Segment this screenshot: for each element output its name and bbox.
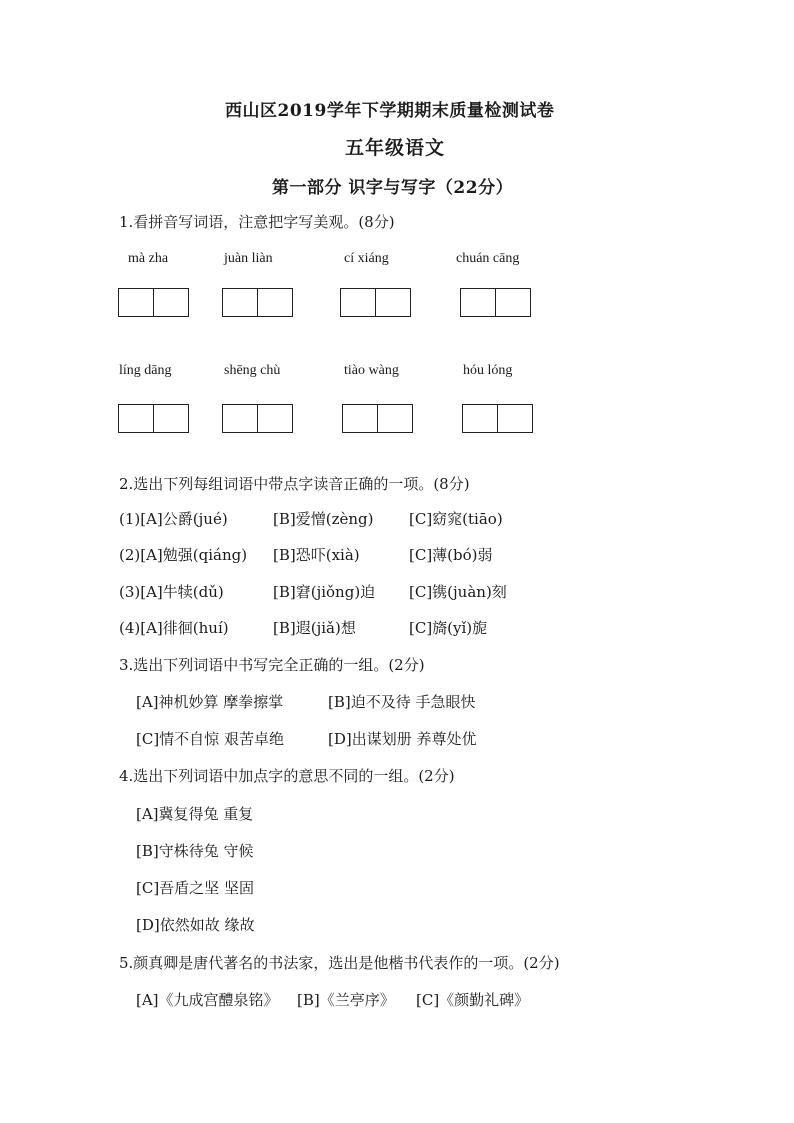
char-cell[interactable] (375, 289, 410, 316)
q4-option: [A]冀复得兔 重复 (136, 805, 254, 823)
char-cell[interactable] (377, 405, 412, 432)
char-cell[interactable] (495, 289, 530, 316)
char-cell[interactable] (257, 405, 292, 432)
q1-prompt: 1.看拼音写词语，注意把字写美观。(8分) (119, 213, 395, 231)
q3-option: [D]出谋划册 养尊处优 (328, 730, 477, 748)
char-cell[interactable] (153, 405, 188, 432)
answer-box-5[interactable] (118, 404, 189, 433)
q2-option: [B]遐(jiǎ)想 (273, 619, 356, 637)
section-title: 第一部分 识字与写字（22分） (272, 178, 514, 198)
q2-option: [B]爱憎(zèng) (273, 510, 374, 528)
char-cell[interactable] (119, 289, 153, 316)
exam-title: 西山区2019学年下学期期末质量检测试卷 (225, 101, 555, 121)
q2-prompt: 2.选出下列每组词语中带点字读音正确的一项。(8分) (119, 475, 470, 493)
q2-option: (4)[A]徘徊(huí) (119, 619, 229, 637)
pinyin-2: juàn liàn (224, 251, 273, 266)
q3-option: [C]情不自惊 艰苦卓绝 (136, 730, 284, 748)
char-cell[interactable] (119, 405, 153, 432)
char-cell[interactable] (341, 289, 375, 316)
answer-box-3[interactable] (340, 288, 411, 317)
answer-box-2[interactable] (222, 288, 293, 317)
pinyin-1: mà zha (128, 251, 169, 266)
q2-option: [C]薄(bó)弱 (409, 546, 493, 564)
q4-option: [D]依然如故 缘故 (136, 916, 255, 934)
q4-option: [C]吾盾之坚 坚固 (136, 879, 254, 897)
char-cell[interactable] (461, 289, 495, 316)
q2-option: [B]窘(jiǒng)迫 (273, 583, 376, 601)
answer-box-4[interactable] (460, 288, 531, 317)
q5-option: [C]《颜勤礼碑》 (416, 991, 530, 1009)
q5-option: [A]《九成宫醴泉铭》 (136, 991, 279, 1009)
pinyin-5: líng dāng (119, 363, 172, 378)
q4-option: [B]守株待兔 守候 (136, 842, 254, 860)
pinyin-6: shēng chù (224, 363, 281, 378)
pinyin-7: tiào wàng (344, 363, 399, 378)
answer-box-7[interactable] (342, 404, 413, 433)
q2-option: (2)[A]勉强(qiáng) (119, 546, 248, 564)
q3-option: [A]神机妙算 摩拳擦掌 (136, 693, 284, 711)
answer-box-1[interactable] (118, 288, 189, 317)
q2-option: [C]旖(yǐ)旎 (409, 619, 488, 637)
q3-prompt: 3.选出下列词语中书写完全正确的一组。(2分) (119, 656, 425, 674)
q5-prompt: 5.颜真卿是唐代著名的书法家，选出是他楷书代表作的一项。(2分) (119, 954, 560, 972)
q3-option: [B]迫不及待 手急眼快 (328, 693, 476, 711)
pinyin-3: cí xiáng (344, 251, 389, 266)
char-cell[interactable] (463, 405, 497, 432)
answer-box-6[interactable] (222, 404, 293, 433)
char-cell[interactable] (497, 405, 532, 432)
q2-option: [C]窈窕(tiāo) (409, 510, 503, 528)
char-cell[interactable] (223, 405, 257, 432)
char-cell[interactable] (153, 289, 188, 316)
q2-option: (3)[A]牛犊(dǔ) (119, 583, 224, 601)
q2-option: (1)[A]公爵(jué) (119, 510, 228, 528)
q2-option: [C]镌(juàn)刻 (409, 583, 507, 601)
pinyin-4: chuán cāng (456, 251, 520, 266)
q2-option: [B]恐吓(xià) (273, 546, 360, 564)
q4-prompt: 4.选出下列词语中加点字的意思不同的一组。(2分) (119, 767, 455, 785)
answer-box-8[interactable] (462, 404, 533, 433)
pinyin-8: hóu lóng (463, 363, 513, 378)
subject-title: 五年级语文 (345, 137, 446, 159)
char-cell[interactable] (223, 289, 257, 316)
q5-option: [B]《兰亭序》 (297, 991, 395, 1009)
char-cell[interactable] (257, 289, 292, 316)
char-cell[interactable] (343, 405, 377, 432)
